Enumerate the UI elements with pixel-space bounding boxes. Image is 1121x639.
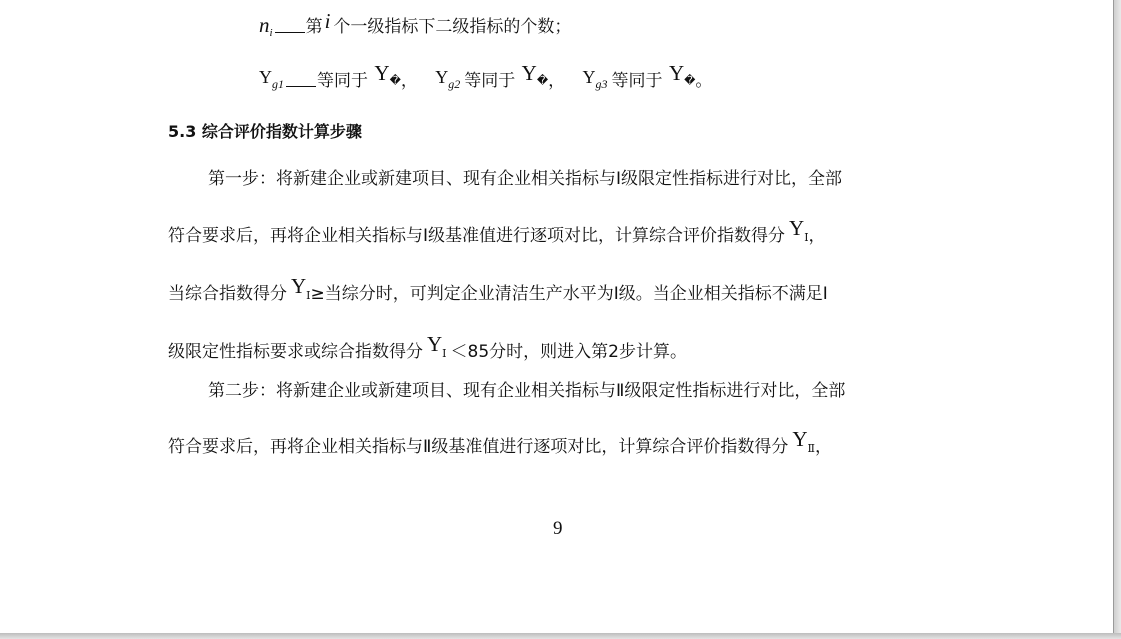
variable-i: i: [324, 9, 331, 33]
yg1-target-subscript: �: [389, 74, 401, 87]
period-end: 。: [695, 71, 713, 91]
y2-subscript: Ⅱ: [807, 443, 816, 455]
yg2-target-symbol: Y: [521, 61, 537, 85]
page-number: 9: [553, 518, 563, 539]
step2-line1: 第二步：将新建企业或新建项目、现有企业相关指标与Ⅱ级限定性指标进行对比，全部: [208, 381, 846, 401]
viewer-right-shadow: [1114, 0, 1121, 639]
step1-line4-text-b: ＜85分时，则进入第2步计算。: [450, 342, 687, 362]
y1-symbol-2: Y: [291, 274, 307, 298]
yg1-target-symbol: Y: [374, 61, 390, 85]
y1-subscript-2: Ⅰ: [306, 290, 311, 302]
y1-symbol: Y: [789, 216, 805, 240]
step1-line2-comma: ，: [808, 226, 826, 246]
step1-line1: 第一步：将新建企业或新建项目、现有企业相关指标与Ⅰ级限定性指标进行对比，全部: [208, 169, 843, 189]
yg2-target-subscript: �: [536, 74, 549, 87]
step2-line2: [168, 427, 833, 460]
viewer-bottom-shadow: [0, 633, 1121, 639]
definition-dash: [275, 32, 305, 33]
y1-symbol-3: Y: [427, 332, 443, 356]
yg2-subscript: g2: [448, 77, 461, 91]
section-heading: 5.3 综合评价指数计算步骤: [168, 122, 362, 141]
variable-n: n: [259, 13, 270, 37]
step1-line4-text-a: 级限定性指标要求或综合指数得分: [168, 342, 423, 362]
definition-ni-line: [259, 9, 572, 40]
yg3-equals-text: 等同于: [611, 71, 663, 91]
step1-line3-text-b: ≥当综分时，可判定企业清洁生产水平为Ⅰ级。当企业相关指标不满足Ⅰ: [310, 284, 828, 304]
definition-text-b: 个一级指标下二级指标的个数；: [333, 17, 572, 37]
yg-dash: [286, 86, 316, 87]
yg3-symbol: Y: [582, 67, 596, 87]
step1-line3-text-a: 当综合指数得分: [168, 284, 287, 304]
yg2-symbol: Y: [435, 67, 449, 87]
y1-subscript-3: Ⅰ: [442, 348, 447, 360]
step1-line3: [168, 274, 828, 307]
step1-line2: [168, 216, 826, 249]
step2-line2-comma: ，: [815, 437, 833, 457]
yg2-equals-text: 等同于: [464, 71, 516, 91]
comma-2: ，: [548, 71, 566, 91]
definition-yg-line: [259, 61, 713, 94]
y2-symbol: Y: [792, 427, 808, 451]
definition-text-a: 第: [305, 17, 323, 37]
variable-n-subscript: i: [269, 27, 273, 39]
step2-line2-text: 符合要求后，再将企业相关指标与Ⅱ级基准值进行逐项对比，计算综合评价指数得分: [168, 437, 789, 457]
step1-line4: [168, 332, 687, 365]
comma-1: ，: [400, 71, 418, 91]
step1-line2-text: 符合要求后，再将企业相关指标与Ⅰ级基准值进行逐项对比，计算综合评价指数得分: [168, 226, 786, 246]
yg3-target-subscript: �: [684, 74, 696, 87]
y1-subscript: Ⅰ: [804, 232, 809, 244]
yg3-target-symbol: Y: [668, 61, 685, 85]
yg1-subscript: g1: [272, 77, 284, 91]
yg3-subscript: g3: [595, 77, 608, 91]
yg1-equals-text: 等同于: [317, 71, 368, 91]
yg1-symbol: Y: [259, 67, 272, 87]
